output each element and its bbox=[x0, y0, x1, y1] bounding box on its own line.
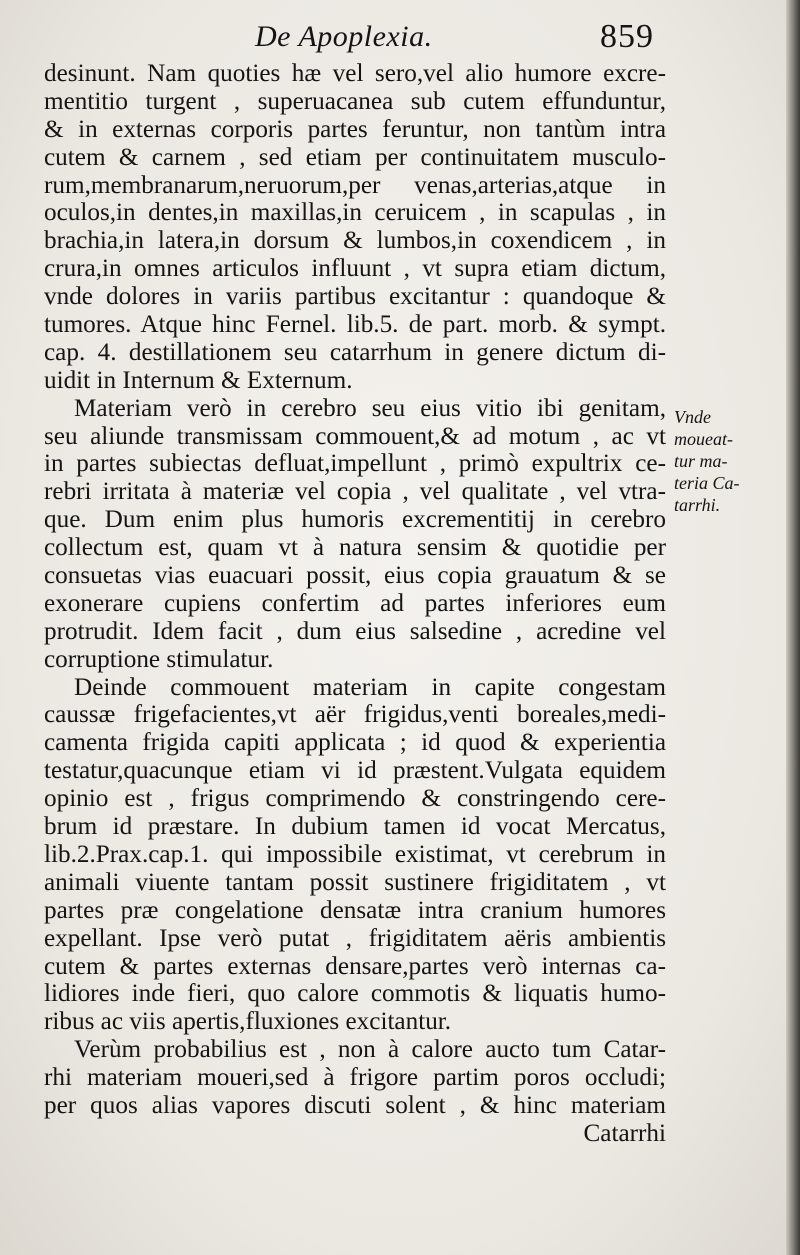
text-line: uidit in Internum & Externum. bbox=[44, 366, 353, 394]
text-line: corruptione stimulatur. bbox=[44, 645, 274, 673]
text-line: opinio est , frigus comprimendo & constringendo cere- bbox=[44, 785, 666, 813]
text-line: Materiam verò in cerebro seu eius vitio ibi genitam, bbox=[74, 394, 666, 422]
text-line: rebri irritata à materiæ vel copia , vel qualitate , vel vtra- bbox=[44, 478, 666, 506]
text-line: crura,in omnes articulos influunt , vt supra etiam dictum, bbox=[44, 255, 666, 283]
body-text bbox=[44, 60, 666, 1148]
running-title: De Apoplexia. bbox=[255, 20, 433, 53]
text-line: mentitio turgent , superuacanea sub cutem effunduntur, bbox=[44, 87, 666, 115]
text-line: rhi materiam moueri,sed à frigore partim poros occludi; bbox=[44, 1064, 666, 1092]
text-line: lib.2.Prax.cap.1. qui impossibile existimat, vt cerebrum in bbox=[44, 840, 666, 868]
text-line: ribus ac viis apertis,fluxiones excitantur. bbox=[44, 1008, 452, 1036]
margin-note-line: tarrhi. bbox=[674, 495, 721, 515]
page-number: 859 bbox=[600, 18, 654, 55]
text-line: expellant. Ipse verò putat , frigiditatem aëris ambientis bbox=[44, 924, 666, 952]
text-line: brum id præstare. In dubium tamen id vocat Mercatus, bbox=[44, 813, 666, 841]
text-line: brachia,in latera,in dorsum & lumbos,in coxendicem , in bbox=[44, 227, 666, 255]
margin-note-line: tur ma- bbox=[674, 451, 728, 471]
margin-note bbox=[674, 406, 784, 516]
text-line: tumores. Atque hinc Fernel. lib.5. de part. morb. & sympt. bbox=[44, 311, 666, 339]
text-line: rum,membranarum,neruorum,per venas,arterias,atque in bbox=[44, 171, 666, 199]
text-line: partes præ congelatione densatæ intra cranium humores bbox=[44, 896, 666, 924]
text-line: per quos alias vapores discuti solent , & hinc materiam bbox=[44, 1091, 666, 1119]
text-line: Catarrhi bbox=[583, 1119, 666, 1147]
text-line: exonerare cupiens confertim ad partes inferiores eum bbox=[44, 589, 666, 617]
text-line: lidiores inde fieri, quo calore commotis & liquatis humo- bbox=[44, 980, 666, 1008]
margin-note-line: moueat- bbox=[674, 429, 733, 449]
page-header bbox=[0, 18, 800, 58]
text-line: cap. 4. destillationem seu catarrhum in genere dictum di- bbox=[44, 338, 666, 366]
text-line: testatur,quacunque etiam vi id præstent.Vulgata equidem bbox=[44, 757, 666, 785]
text-line: vnde dolores in variis partibus excitantur : quandoque & bbox=[44, 283, 666, 311]
text-line: seu aliunde transmissam commouent,& ad motum , ac vt bbox=[44, 422, 666, 450]
text-line: animali viuente tantam possit sustinere frigiditatem , vt bbox=[44, 868, 666, 896]
text-line: collectum est, quam vt à natura sensim & quotidie per bbox=[44, 534, 666, 562]
text-line: cutem & partes externas densare,partes verò internas ca- bbox=[44, 952, 666, 980]
text-line: oculos,in dentes,in maxillas,in ceruicem , in scapulas , in bbox=[44, 199, 666, 227]
text-line: camenta frigida capiti applicata ; id quod & experientia bbox=[44, 729, 666, 757]
text-line: Verùm probabilius est , non à calore aucto tum Catar- bbox=[74, 1036, 666, 1064]
text-line: desinunt. Nam quoties hæ vel sero,vel alio humore excre- bbox=[44, 60, 666, 87]
text-line: cutem & carnem , sed etiam per continuitatem musculo- bbox=[44, 143, 666, 171]
margin-note-line: teria Ca- bbox=[674, 473, 740, 493]
text-line: protrudit. Idem facit , dum eius salsedine , acredine vel bbox=[44, 617, 666, 645]
text-line: consuetas vias euacuari possit, eius copia grauatum & se bbox=[44, 562, 666, 590]
text-line: caussæ frigefacientes,vt aër frigidus,venti boreales,medi- bbox=[44, 701, 666, 729]
text-line: Deinde commouent materiam in capite congestam bbox=[74, 673, 666, 701]
margin-note-line: Vnde bbox=[674, 407, 711, 427]
text-line: in partes subiectas defluat,impellunt , primò expultrix ce- bbox=[44, 450, 666, 478]
text-line: & in externas corporis partes feruntur, non tantùm intra bbox=[44, 115, 666, 143]
text-line: que. Dum enim plus humoris excrementitij in cerebro bbox=[44, 506, 666, 534]
book-spine-shadow bbox=[786, 0, 800, 1255]
